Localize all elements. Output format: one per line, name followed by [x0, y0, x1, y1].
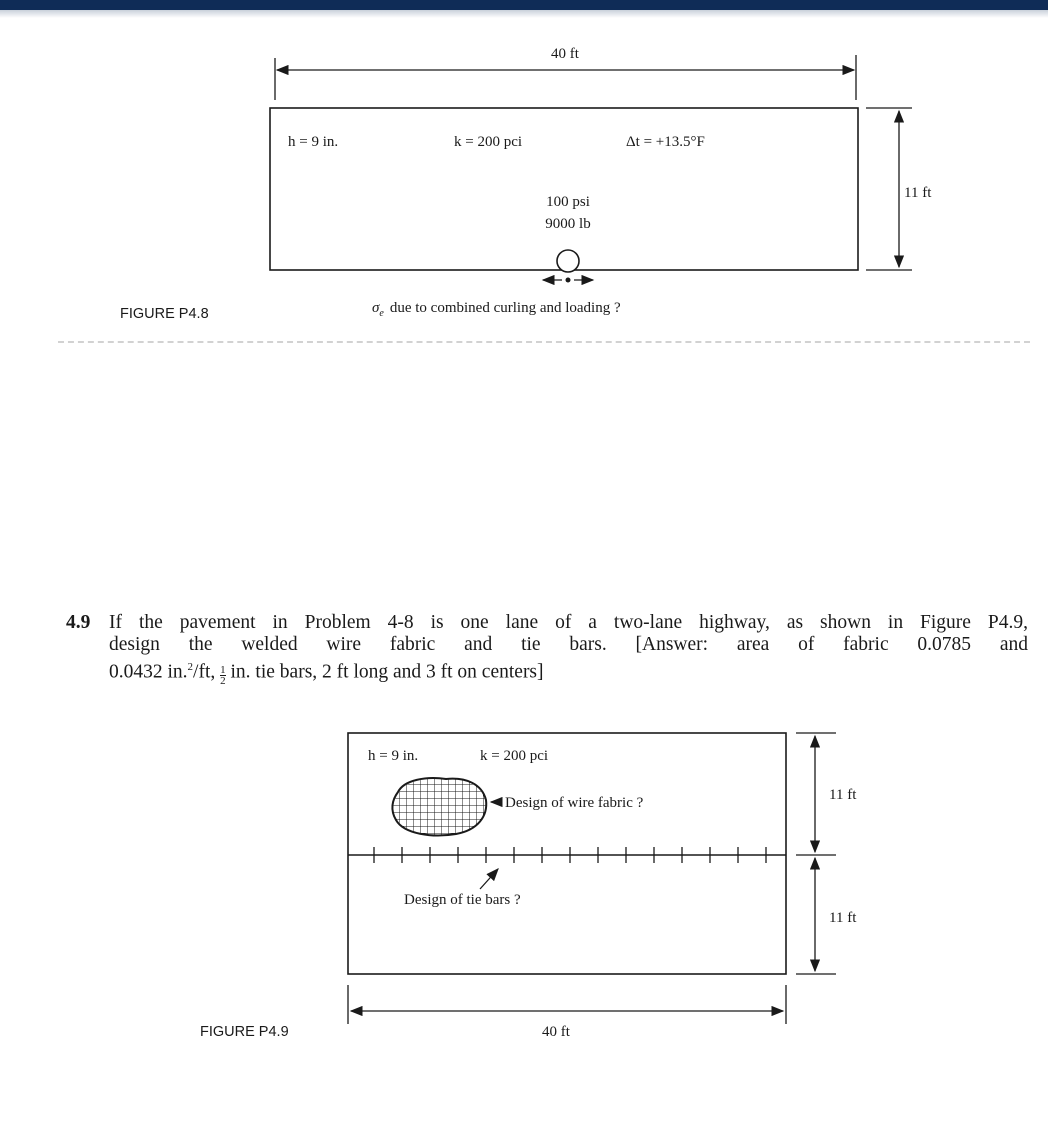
wire-fabric-patch [392, 778, 486, 835]
subgrade-modulus-label: k = 200 pci [480, 748, 549, 764]
width-label: 40 ft [551, 46, 579, 62]
section-divider [58, 341, 1030, 343]
tiebar-leader-arrow [480, 869, 498, 889]
lane-height-label-bottom: 11 ft [829, 910, 857, 926]
problem-line [109, 656, 1028, 686]
figure-caption: FIGURE P4.8 [120, 306, 209, 322]
subgrade-modulus-label: k = 200 pci [454, 134, 523, 150]
stress-question-text: due to combined curling and loading ? [389, 300, 621, 316]
tie-bars [374, 847, 766, 863]
temperature-differential-label: Δt = +13.5°F [626, 134, 705, 150]
problem-statement [66, 612, 1028, 686]
answer-unit: /ft, [193, 661, 216, 683]
wheel-load-label: 9000 lb [545, 216, 591, 232]
fraction [220, 665, 226, 686]
tiebar-design-label: Design of tie bars ? [404, 892, 521, 908]
problem-line: If the pavement in Problem 4-8 is one lane of a two-lane highway, as shown in Figure P4.9, [109, 612, 1028, 633]
two-lane-slab-rectangle [348, 733, 786, 974]
wheel-load-circle [557, 250, 579, 272]
problem-number: 4.9 [66, 612, 91, 633]
answer-area-value: 0.0432 in. [109, 661, 188, 683]
thickness-label: h = 9 in. [288, 134, 339, 150]
width-label: 40 ft [542, 1024, 570, 1040]
figure-caption: FIGURE P4.9 [200, 1024, 289, 1040]
fraction-denominator: 2 [220, 674, 226, 687]
problem-body [109, 612, 1028, 686]
stress-subscript: e [379, 308, 384, 319]
problem-line: design the welded wire fabric and tie bars. [Answer: area of fabric 0.0785 and [109, 634, 1028, 655]
tire-pressure-label: 100 psi [546, 194, 590, 210]
exponent: 2 [187, 661, 194, 673]
stress-question [372, 300, 621, 319]
fabric-design-label: Design of wire fabric ? [505, 795, 644, 811]
lane-height-label-top: 11 ft [829, 787, 857, 803]
fraction-numerator: 1 [220, 663, 226, 676]
figure-p4-8 [0, 0, 1048, 345]
stress-symbol: σ [372, 300, 380, 316]
height-label: 11 ft [904, 185, 932, 201]
answer-tie-bars: in. tie bars, 2 ft long and 3 ft on centers] [230, 661, 544, 683]
thickness-label: h = 9 in. [368, 748, 419, 764]
slab-rectangle [270, 108, 858, 270]
load-point-dot [566, 278, 571, 283]
